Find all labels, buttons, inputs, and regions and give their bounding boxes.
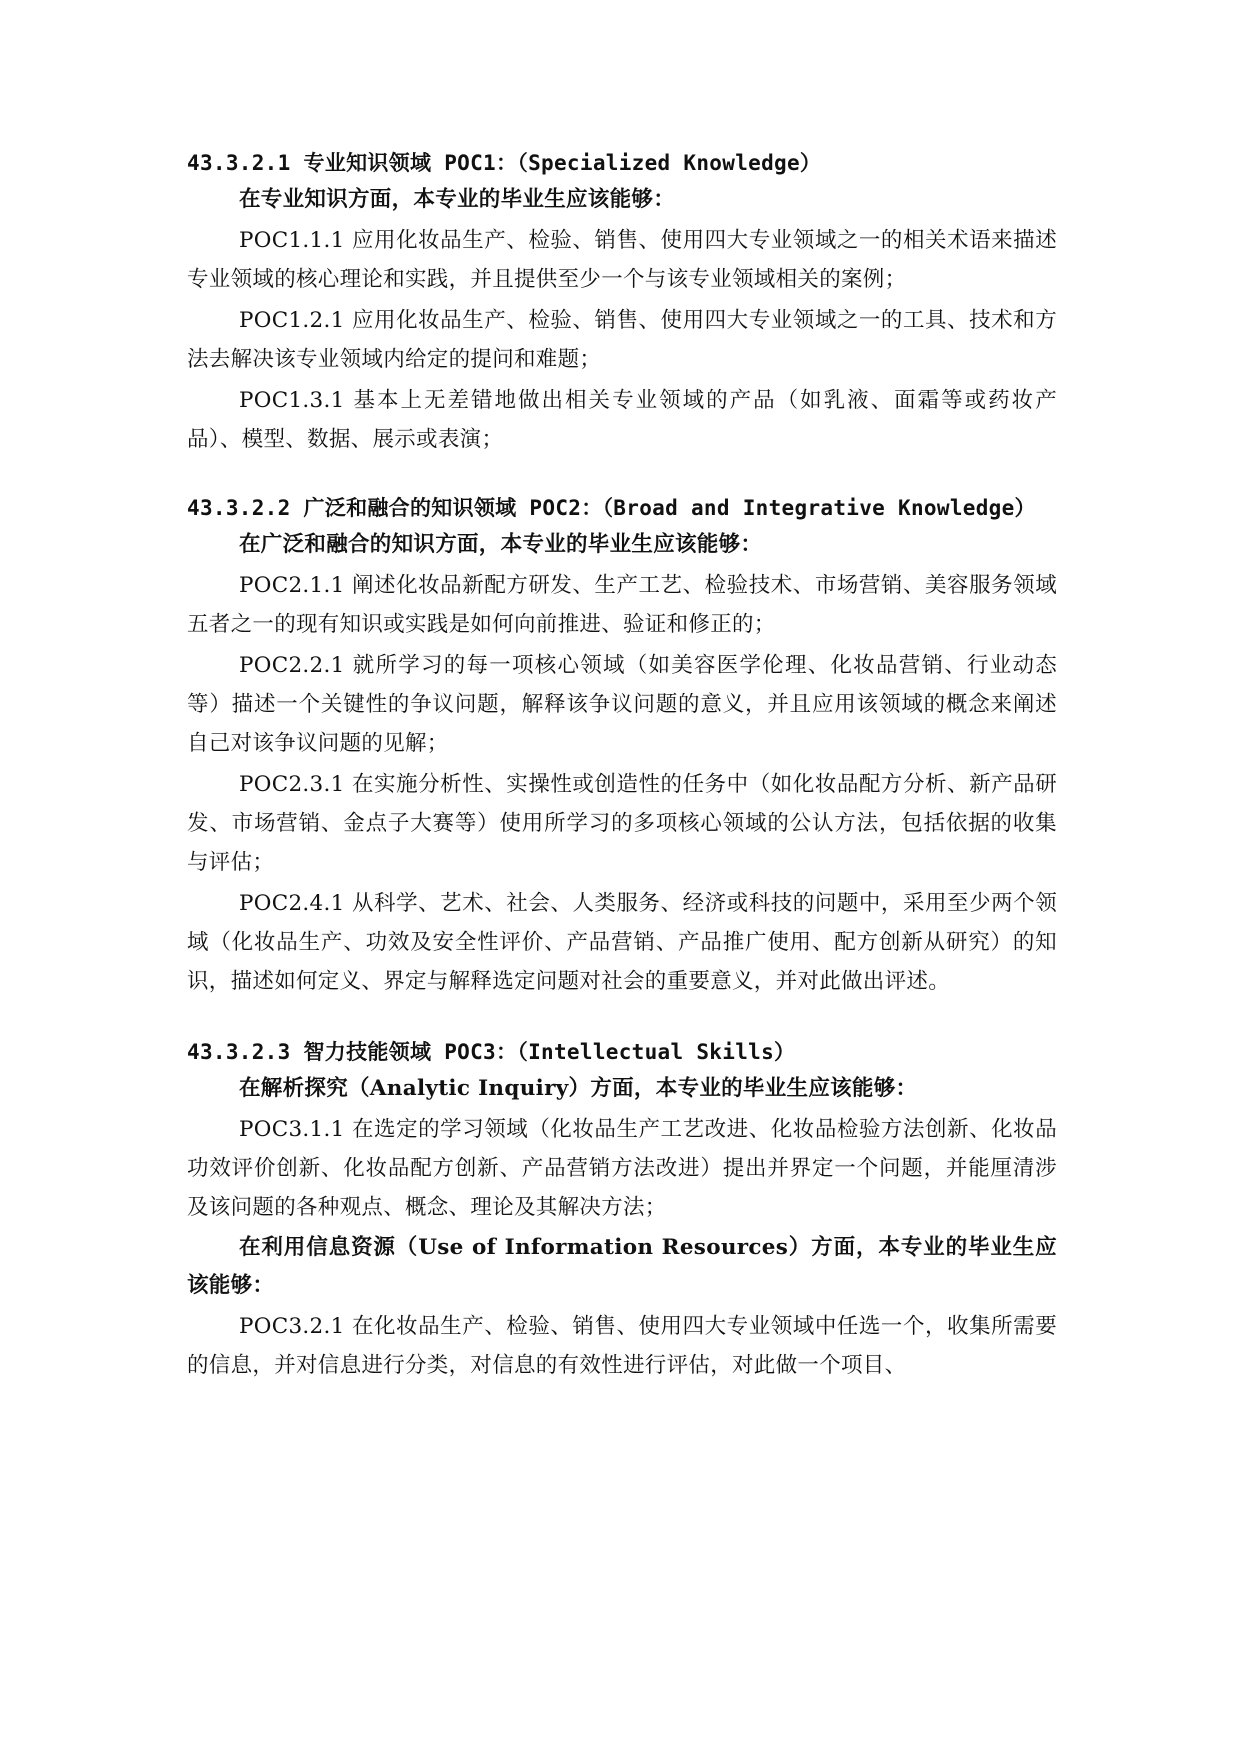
- outcome-paragraph: POC1.3.1 基本上无差错地做出相关专业领域的产品（如乳液、面霜等或药妆产品）、模型、数据、展示或表演；: [187, 388, 1057, 452]
- outcome-paragraph: POC2.4.1 从科学、艺术、社会、人类服务、经济或科技的问题中，采用至少两个领域（化妆品生产、功效及安全性评价、产品营销、产品推广使用、配方创新从研究）的知识，描述如何定义、界定与解释选定问题对社会的重要意义，并对此做出评述。: [187, 891, 1057, 994]
- outcome-paragraph: POC2.1.1 阐述化妆品新配方研发、生产工艺、检验技术、市场营销、美容服务领域五者之一的现有知识或实践是如何向前推进、验证和修正的；: [187, 573, 1057, 637]
- section-title: 43.3.2.3 智力技能领域 POC3：（Intellectual Skills）: [187, 1040, 796, 1064]
- group-lead: 在利用信息资源（Use of Information Resources）方面，本专业的毕业生应该能够：: [187, 1235, 1057, 1298]
- section-spacer: [187, 461, 1057, 491]
- group-lead: 在专业知识方面，本专业的毕业生应该能够：: [239, 187, 676, 212]
- outcome-paragraph: POC3.2.1 在化妆品生产、检验、销售、使用四大专业领域中任选一个，收集所需要的信息，并对信息进行分类，对信息的有效性进行评估，对此做一个项目、: [187, 1314, 1057, 1378]
- section-spacer: [187, 1003, 1057, 1035]
- section-2: [187, 491, 1057, 1001]
- outcome-paragraph: POC1.1.1 应用化妆品生产、检验、销售、使用四大专业领域之一的相关术语来描述专业领域的核心理论和实践，并且提供至少一个与该专业领域相关的案例；: [187, 228, 1057, 292]
- document-content: [187, 146, 1057, 1387]
- outcome-paragraph: POC3.1.1 在选定的学习领域（化妆品生产工艺改进、化妆品检验方法创新、化妆品功效评价创新、化妆品配方创新、产品营销方法改进）提出并界定一个问题，并能厘清涉及该问题的各种观点、概念、理论及其解决方法；: [187, 1117, 1057, 1220]
- outcome-paragraph: POC2.3.1 在实施分析性、实操性或创造性的任务中（如化妆品配方分析、新产品研发、市场营销、金点子大赛等）使用所学习的多项核心领域的公认方法，包括依据的收集与评估；: [187, 772, 1057, 875]
- section-1: [187, 146, 1057, 459]
- outcome-paragraph: POC1.2.1 应用化妆品生产、检验、销售、使用四大专业领域之一的工具、技术和方法去解决该专业领域内给定的提问和难题；: [187, 308, 1057, 372]
- outcome-paragraph: POC2.2.1 就所学习的每一项核心领域（如美容医学伦理、化妆品营销、行业动态等）描述一个关键性的争议问题，解释该争议问题的意义，并且应用该领域的概念来阐述自己对该争议问题的见解；: [187, 653, 1057, 756]
- group-lead: 在广泛和融合的知识方面，本专业的毕业生应该能够：: [239, 532, 763, 557]
- group-lead: 在解析探究（Analytic Inquiry）方面，本专业的毕业生应该能够：: [239, 1076, 918, 1101]
- section-title: 43.3.2.2 广泛和融合的知识领域 POC2：（Broad and Integrative Knowledge）: [187, 496, 1036, 520]
- section-3: [187, 1035, 1057, 1385]
- section-title: 43.3.2.1 专业知识领域 POC1：（Specialized Knowledge）: [187, 151, 822, 175]
